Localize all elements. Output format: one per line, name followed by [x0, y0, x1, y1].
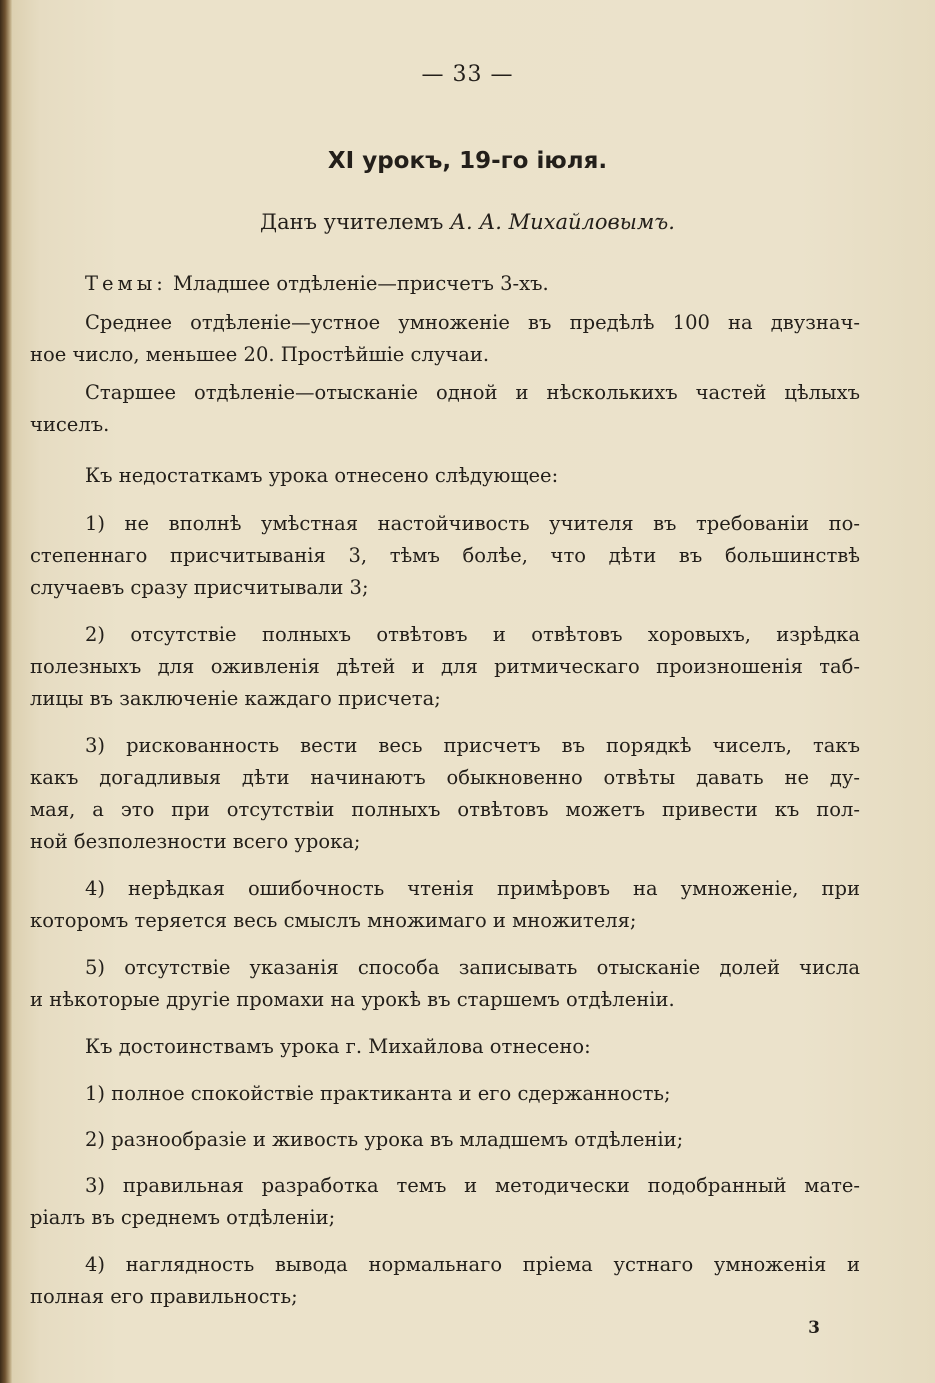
merit-1: 1) полное спокойствіе практиканта и его сдержанность; [85, 1082, 671, 1105]
shortcoming-1-line2: степеннаго присчитыванія 3, тѣмъ болѣе, что дѣти въ большинствѣ [30, 544, 860, 567]
shortcomings-heading: Къ недостаткамъ урока отнесено слѣдующее: [85, 464, 559, 487]
shortcoming-3-line2: какъ догадливыя дѣти начинаютъ обыкновенно отвѣты давать не ду- [30, 766, 860, 789]
shortcoming-5-line2: и нѣкоторые другіе промахи на урокѣ въ старшемъ отдѣленіи. [30, 988, 675, 1011]
merit-4-line2: полная его правильность; [30, 1285, 298, 1308]
merit-4-line1: 4) наглядность вывода нормальнаго пріема устнаго умноженія и [85, 1253, 860, 1276]
themes-middle-line1: Среднее отдѣленіе—устное умноженіе въ предѣлѣ 100 на двузнач- [85, 311, 860, 334]
themes-senior-line1: Старшее отдѣленіе—отысканіе одной и нѣсколькихъ частей цѣлыхъ [85, 381, 860, 404]
book-spine-shadow [0, 0, 12, 1383]
shortcoming-4-line2: которомъ теряется весь смыслъ множимаго и множителя; [30, 909, 637, 932]
shortcoming-1-line1: 1) не вполнѣ умѣстная настойчивость учителя въ требованіи по- [85, 512, 860, 535]
shortcoming-3-line3: мая, а это при отсутствіи полныхъ отвѣтовъ можетъ привести къ пол- [30, 798, 860, 821]
merit-3-line2: ріалъ въ среднемъ отдѣленіи; [30, 1206, 336, 1229]
themes-middle-line2: ное число, меньшее 20. Простѣйшіе случаи. [30, 343, 490, 366]
merits-heading: Къ достоинствамъ урока г. Михайлова отнесено: [85, 1035, 591, 1058]
page-number: — 33 — [421, 62, 514, 87]
byline [0, 210, 935, 235]
shortcoming-2-line2: полезныхъ для оживленія дѣтей и для ритмическаго произношенія таб- [30, 655, 860, 678]
themes-junior: Младшее отдѣленіе—присчетъ 3-хъ. [173, 272, 549, 295]
themes-line [85, 272, 549, 295]
shortcoming-4-line1: 4) нерѣдкая ошибочность чтенія примѣровъ на умноженіе, при [85, 877, 860, 900]
merit-3-line1: 3) правильная разработка темъ и методически подобранный мате- [85, 1174, 860, 1197]
shortcoming-3-line1: 3) рискованность вести весь присчетъ въ порядкѣ чиселъ, такъ [85, 734, 860, 757]
shortcoming-3-line4: ной безполезности всего урока; [30, 830, 361, 853]
byline-prefix: Данъ учителемъ [260, 210, 444, 234]
shortcoming-2-line3: лицы въ заключеніе каждаго присчета; [30, 687, 441, 710]
shortcoming-2-line1: 2) отсутствіе полныхъ отвѣтовъ и отвѣтовъ хоровыхъ, изрѣдка [85, 623, 860, 646]
teacher-name: А. А. Михайловымъ. [450, 210, 675, 234]
themes-senior-line2: чиселъ. [30, 413, 110, 436]
shortcoming-1-line3: случаевъ сразу присчитывали 3; [30, 576, 369, 599]
signature-mark: 3 [808, 1318, 820, 1338]
shortcoming-5-line1: 5) отсутствіе указанія способа записывать отысканіе долей числа [85, 956, 860, 979]
themes-label: Темы: [85, 272, 167, 295]
lesson-title: XI урокъ, 19-го іюля. [327, 148, 608, 174]
merit-2: 2) разнообразіе и живость урока въ младшемъ отдѣленіи; [85, 1128, 684, 1151]
